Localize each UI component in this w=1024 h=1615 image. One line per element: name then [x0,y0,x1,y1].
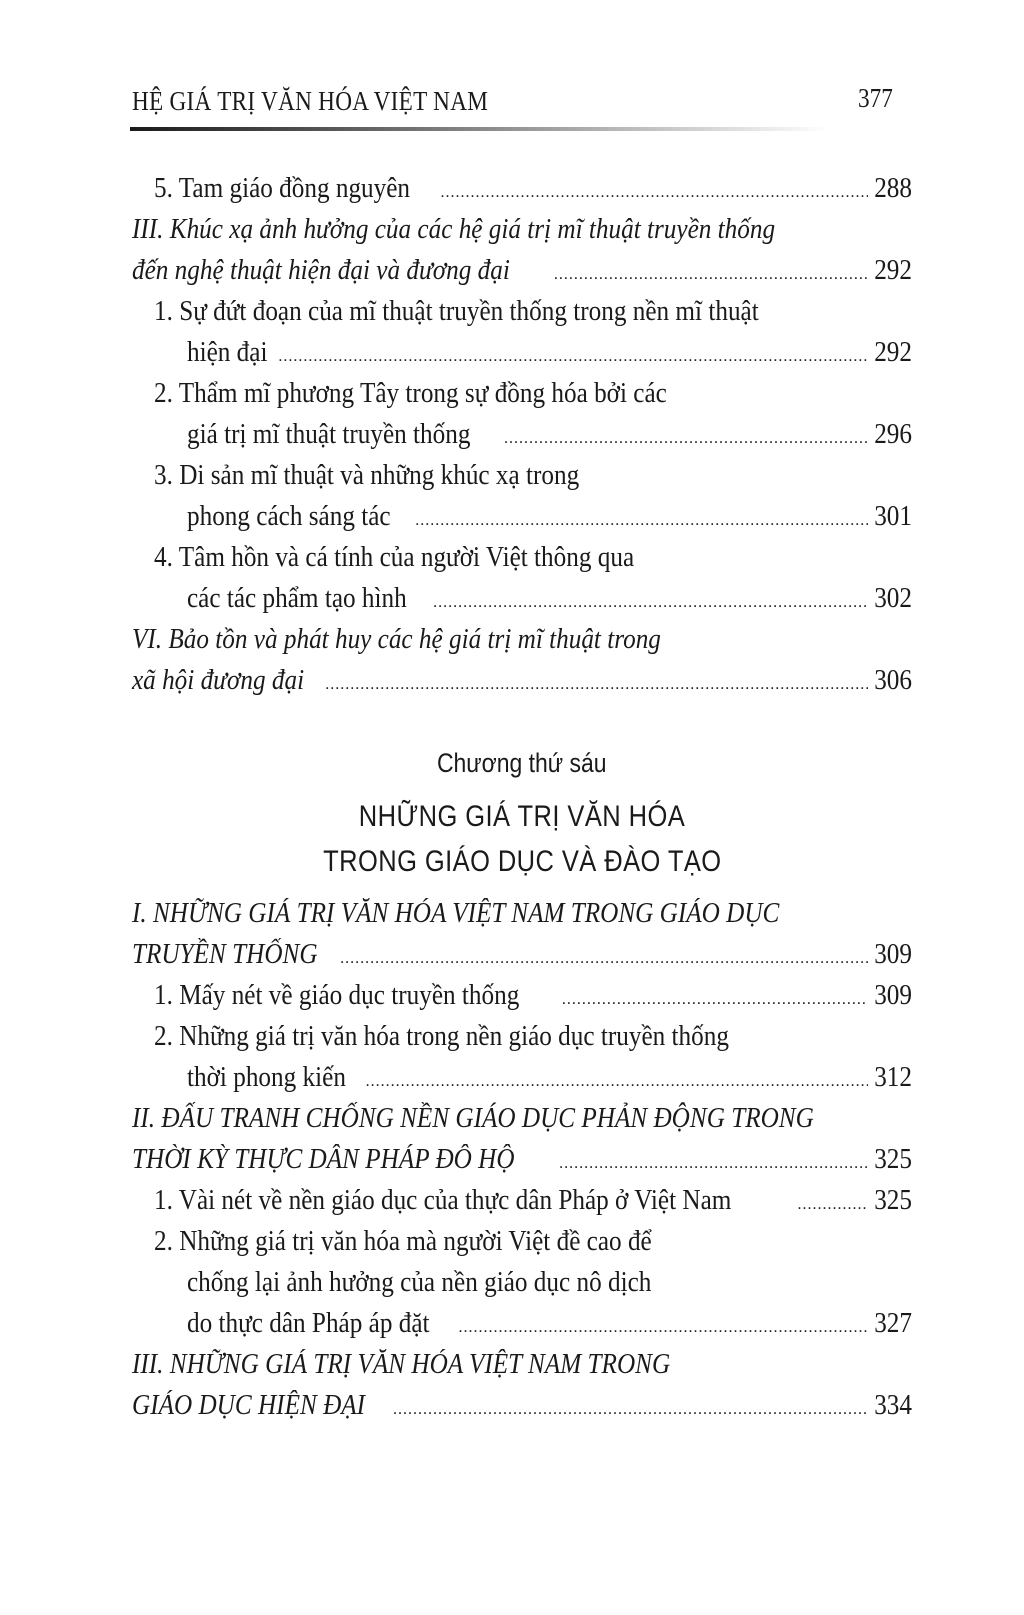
toc-line [132,375,912,413]
dot-leader [393,1391,868,1429]
toc-line [132,1141,912,1179]
toc-line [132,662,912,700]
dot-leader [504,420,868,458]
toc-page-number: 309 [874,980,912,1011]
toc-entry-text: GIÁO DỤC HIỆN ĐẠI [132,1390,366,1421]
toc-entry-text: TRUYỀN THỐNG [132,939,318,970]
toc-page-number: 325 [874,1185,912,1216]
toc-page-number: 302 [874,583,912,614]
toc-entry-text: III. Khúc xạ ảnh hưởng của các hệ giá trị mĩ thuật truyền thống [132,214,776,245]
toc-entry-text: do thực dân Pháp áp đặt [187,1308,430,1339]
toc-line [132,1264,912,1302]
dot-leader [559,1145,868,1183]
chapter-label-text: Chương thứ sáu [437,748,607,778]
toc-entry-text: III. NHỮNG GIÁ TRỊ VĂN HÓA VIỆT NAM TRONG [132,1349,671,1380]
toc-entry-text: II. ĐẤU TRANH CHỐNG NỀN GIÁO DỤC PHẢN ĐỘNG TRONG [132,1103,814,1134]
toc-line [132,621,912,659]
toc-line [132,457,912,495]
toc-page-number: 296 [874,419,912,450]
toc-line [132,1305,912,1343]
chapter-title-text-1: NHỮNG GIÁ TRỊ VĂN HÓA [358,800,686,833]
toc-page-number: 288 [874,173,912,204]
toc-line [132,539,912,577]
toc-page-number: 312 [874,1062,912,1093]
running-title: HỆ GIÁ TRỊ VĂN HÓA VIỆT NAM [132,86,489,116]
header-rule [130,127,830,131]
toc-line [132,170,912,208]
toc-line [132,977,912,1015]
toc-line [132,498,912,536]
toc-entry-text: phong cách sáng tác [187,501,391,532]
toc-entry-text: 2. Những giá trị văn hóa mà người Việt đề cao để [154,1226,652,1257]
dot-leader [458,1309,868,1347]
toc-line [132,580,912,618]
dot-leader [278,338,868,376]
toc-entry-text: 5. Tam giáo đồng nguyên [154,173,411,204]
toc-line [132,252,912,290]
toc-page-number: 334 [874,1390,912,1421]
toc-page-number: 306 [874,665,912,696]
toc-line [132,293,912,331]
chapter-title-line-1 [132,800,912,834]
toc-line [132,1100,912,1138]
toc-line [132,334,912,372]
toc-line [132,895,912,933]
toc-page-number: 292 [874,255,912,286]
toc-entry-text: thời phong kiến [187,1062,346,1093]
toc-line [132,211,912,249]
toc-entry-text: đến nghệ thuật hiện đại và đương đại [132,255,510,286]
dot-leader [433,584,868,622]
chapter-title-text-2: TRONG GIÁO DỤC VÀ ĐÀO TẠO [322,845,722,878]
dot-leader [562,981,868,1019]
dot-leader [366,1063,868,1101]
toc-entry-text: THỜI KỲ THỰC DÂN PHÁP ĐÔ HỘ [132,1144,515,1175]
toc-entry-text: 4. Tâm hồn và cá tính của người Việt thông qua [154,542,635,573]
toc-line [132,1182,912,1220]
toc-line [132,1059,912,1097]
toc-entry-text: VI. Bảo tồn và phát huy các hệ giá trị mĩ thuật trong [132,624,661,655]
toc-line [132,936,912,974]
dot-leader [415,502,868,540]
toc-entry-text: chống lại ảnh hưởng của nền giáo dục nô dịch [187,1267,652,1298]
toc-line [132,1346,912,1384]
toc-page-number: 327 [874,1308,912,1339]
toc-entry-text: xã hội đương đại [132,665,305,696]
dot-leader [340,940,868,978]
page-number: 377 [858,83,893,113]
toc-entry-text: 1. Mấy nét về giáo dục truyền thống [154,980,520,1011]
toc-line [132,1387,912,1425]
dot-leader [554,256,868,294]
toc-page-number: 292 [874,337,912,368]
chapter-label [132,748,912,779]
dot-leader [440,174,868,212]
chapter-title-line-2 [132,845,912,879]
toc-page-number: 309 [874,939,912,970]
toc-entry-text: 1. Vài nét về nền giáo dục của thực dân Pháp ở Việt Nam [154,1185,732,1216]
toc-entry-text: hiện đại [187,337,268,368]
toc-entry-text: 2. Những giá trị văn hóa trong nền giáo dục truyền thống [154,1021,729,1052]
toc-entry-text: các tác phẩm tạo hình [187,583,407,614]
toc-entry-text: 3. Di sản mĩ thuật và những khúc xạ trong [154,460,580,491]
toc-line [132,416,912,454]
toc-entry-text: 2. Thẩm mĩ phương Tây trong sự đồng hóa bởi các [154,378,667,409]
toc-page-number: 325 [874,1144,912,1175]
toc-line [132,1018,912,1056]
dot-leader [798,1186,868,1224]
toc-page-number: 301 [874,501,912,532]
toc-entry-text: I. NHỮNG GIÁ TRỊ VĂN HÓA VIỆT NAM TRONG GIÁO DỤC [132,898,780,929]
dot-leader [325,666,868,704]
toc-line [132,1223,912,1261]
toc-entry-text: 1. Sự đứt đoạn của mĩ thuật truyền thống trong nền mĩ thuật [154,296,759,327]
toc-entry-text: giá trị mĩ thuật truyền thống [187,419,471,450]
